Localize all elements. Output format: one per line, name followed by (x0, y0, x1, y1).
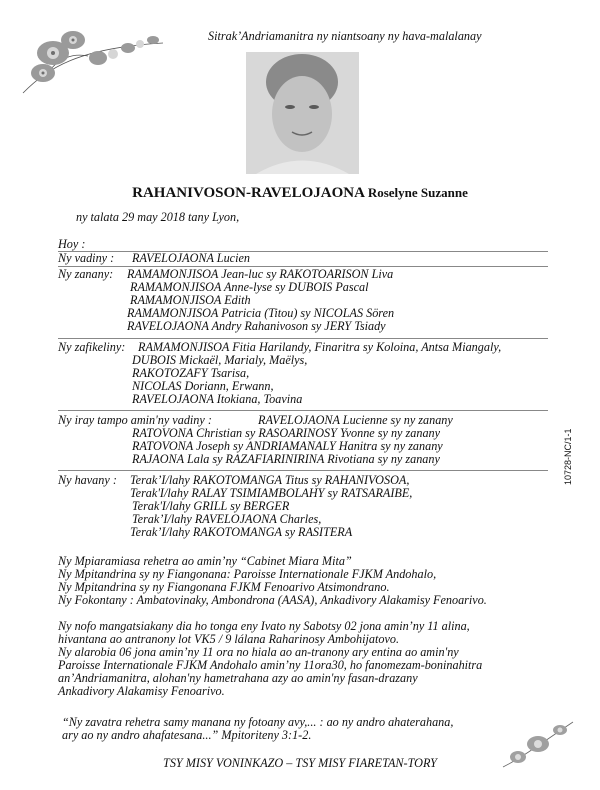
reference-code: 10728-NC/1-1 (563, 428, 573, 485)
list-item: RAVELOJAONA Lucienne sy ny zanany (258, 413, 453, 427)
portrait-icon (246, 52, 359, 174)
arrangements-line: Ny alarobia 06 jona amin’ny 11 ora no hiala ao an-tranony ary entina ao amin'ny (58, 645, 459, 659)
grandchildren-label: Ny zafikeliny: (58, 340, 126, 354)
associate-line: Ny Mpitandrina sy ny Fiangonana FJKM Fenoarivo Atsimondrano. (58, 580, 390, 594)
separator (58, 338, 548, 339)
arrangements-line: Ny nofo mangatsiakany dia ho tonga eny Ivato ny Sabotsy 02 jona amin’ny 11 alina, (58, 619, 470, 633)
list-item: DUBOIS Mickaël, Marialy, Maëlys, (132, 353, 308, 367)
in-laws-label: Ny iray tampo amin'ny vadiny : (58, 413, 212, 427)
list-item: RAMAMONJISOA Anne-lyse sy DUBOIS Pascal (130, 280, 369, 294)
separator (58, 470, 548, 471)
associate-line: Ny Fokontany : Ambatovinaky, Ambondrona (AASA), Ankadivory Alakamisy Fenoarivo. (58, 593, 487, 607)
list-item: RATOVONA Joseph sy ANDRIAMANALY Hanitra sy ny zanany (132, 439, 443, 453)
list-item: RATOVONA Christian sy RASOARINOSY Yvonne sy ny zanany (132, 426, 441, 440)
list-item: RAMAMONJISOA Jean-luc sy RAKOTOARISON Liva (127, 267, 394, 281)
death-notice: ny talata 29 may 2018 tany Lyon, (76, 210, 240, 224)
arrangements-line: an’Andriamanitra, alohan'ny hametrahana azy ao amin'ny fasan-drazany (58, 671, 418, 685)
scripture-line: “Ny zavatra rehetra samy manana ny fotoany avy,... : ao ny andro ahaterahana, (62, 715, 454, 729)
associate-line: Ny Mpitandrina sy ny Fiangonana: Paroisse Internationale FJKM Andohalo, (58, 567, 437, 581)
spouse-label: Ny vadiny : (58, 251, 115, 265)
list-item: RAMAMONJISOA Edith (130, 293, 251, 307)
scripture-line: ary ao ny andro ahafatesana...” Mpitoriteny 3:1-2. (62, 728, 312, 742)
relatives-label: Ny havany : (58, 473, 117, 487)
arrangements-line: Ankadivory Alakamisy Fenoarivo. (58, 684, 225, 698)
arrangements-line: Paroisse Internationale FJKM Andohalo amin’ny 11ora30, ho fanomezam-boninahitra (58, 658, 483, 672)
list-item: NICOLAS Doriann, Erwann, (132, 379, 274, 393)
deceased-given-name: Roselyne Suzanne (367, 185, 468, 200)
list-item: Terak’I/lahy RAVELOJAONA Charles, (132, 512, 322, 526)
list-item: Terak’I/lahy RAKOTOMANGA Titus sy RAHANIVOSOA, (130, 473, 410, 487)
list-item: RAKOTOZAFY Tsarisa, (132, 366, 250, 380)
list-item: Terak'I/lahy GRILL sy BERGER (132, 499, 290, 513)
list-item: RAVELOJAONA Itokiana, Toavina (132, 392, 303, 406)
deceased-surname: RAHANIVOSON-RAVELOJAONA (132, 185, 365, 201)
list-item: RAMAMONJISOA Patricia (Titou) sy NICOLAS Sören (127, 306, 395, 320)
list-item: RAVELOJAONA Andry Rahanivoson sy JERY Tsiady (127, 319, 386, 333)
arrangements-line: hivantana ao antranony lot VK5 / 9 lálana Raharinosy Ambohijatovo. (58, 632, 400, 646)
epigraph: Sitrak’Andriamanitra ny niantsoany ny hava-malalanay (208, 29, 482, 43)
associate-line: Ny Mpiaramiasa rehetra ao amin’ny “Cabinet Miara Mita” (58, 554, 352, 568)
hoy-label: Hoy : (58, 237, 86, 251)
list-item: Terak'I/lahy RALAY TSIMIAMBOLAHY sy RATSARAIBE, (130, 486, 413, 500)
spouse-name: RAVELOJAONA Lucien (132, 251, 250, 265)
closing-line: TSY MISY VONINKAZO – TSY MISY FIARETAN-TORY (163, 756, 437, 770)
portrait-photo (246, 52, 359, 174)
deceased-name (0, 186, 600, 200)
children-label: Ny zanany: (58, 267, 114, 281)
list-item: Terak’I/lahy RAKOTOMANGA sy RASITERA (130, 525, 353, 539)
list-item: RAJAONA Lala sy RAZAFIARINIRINA Rivotiana sy ny zanany (132, 452, 440, 466)
list-item: RAMAMONJISOA Fitia Harilandy, Finaritra sy Koloina, Antsa Miangaly, (138, 340, 502, 354)
flower-decoration-icon (18, 18, 168, 98)
separator (58, 410, 548, 411)
